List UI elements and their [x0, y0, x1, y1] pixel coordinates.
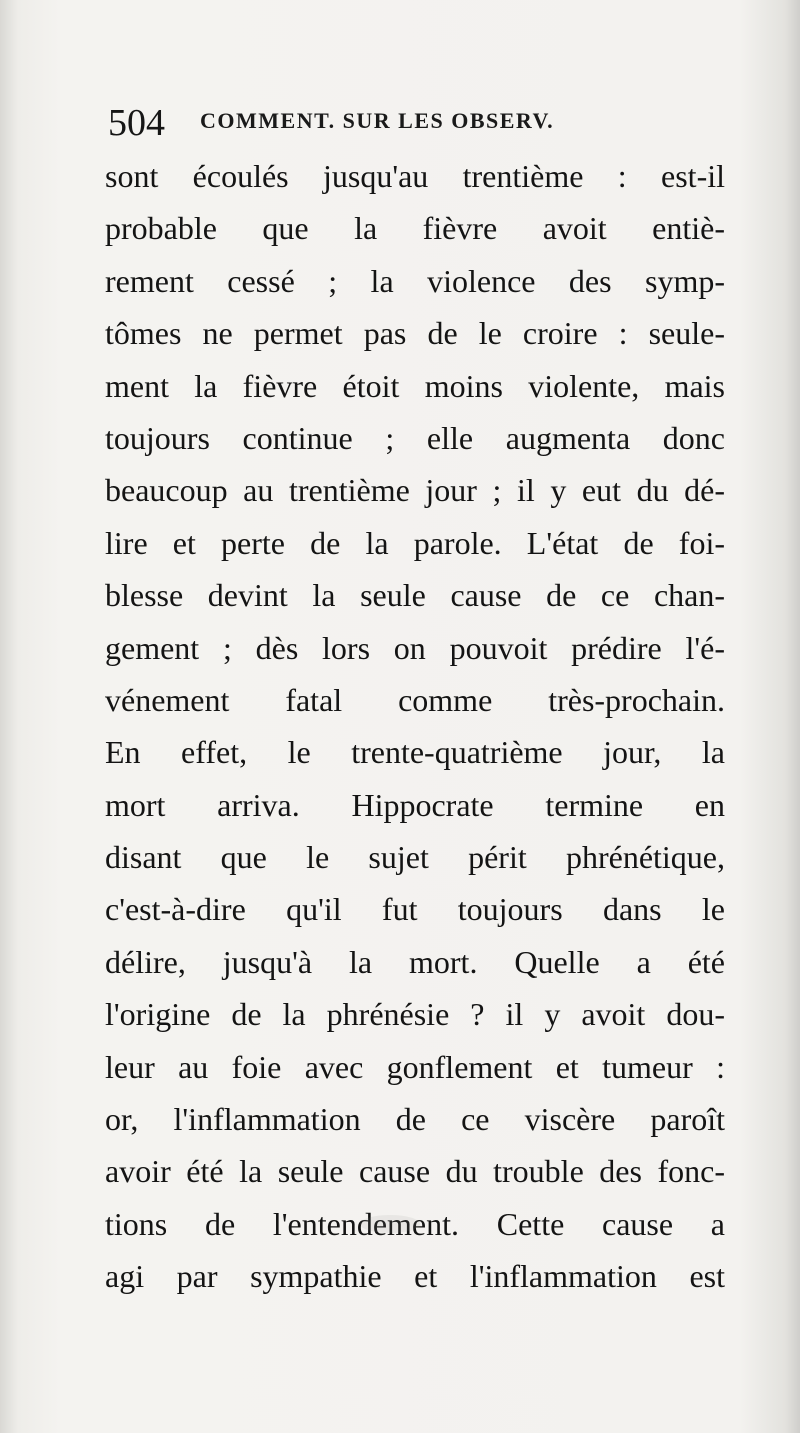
text-line: mort arriva. Hippocrate termine en [105, 786, 725, 823]
text-line: disant que le sujet périt phrénétique, [105, 839, 725, 876]
text-line: En effet, le trente-quatrième jour, la [105, 734, 725, 771]
text-line: avoir été la seule cause du trouble des fonc- [105, 1153, 725, 1190]
text-line: beaucoup au trentième jour ; il y eut du dé- [105, 472, 725, 509]
text-line: or, l'inflammation de ce viscère paroît [105, 1101, 725, 1138]
text-line: tions de l'entendement. Cette cause a [105, 1205, 725, 1242]
paper-smudge [360, 1215, 420, 1233]
text-line: vénement fatal comme très-prochain. [105, 681, 725, 718]
running-head: COMMENT. SUR LES OBSERV. [200, 108, 555, 133]
text-line: lire et perte de la parole. L'état de foi- [105, 524, 725, 561]
text-line: c'est-à-dire qu'il fut toujours dans le [105, 891, 725, 928]
text-line: sont écoulés jusqu'au trentième : est-il [105, 158, 725, 194]
text-line: l'origine de la phrénésie ? il y avoit dou- [105, 996, 725, 1033]
text-line: délire, jusqu'à la mort. Quelle a été [105, 943, 725, 980]
text-line: ment la fièvre étoit moins violente, mais [105, 367, 725, 404]
body-text [105, 150, 725, 1303]
text-line: blesse devint la seule cause de ce chan- [105, 577, 725, 614]
text-line: agi par sympathie et l'inflammation est [105, 1258, 725, 1295]
text-line: rement cessé ; la violence des symp- [105, 262, 725, 299]
text-line: gement ; dès lors on pouvoit prédire l'é- [105, 629, 725, 666]
page-header [108, 98, 728, 148]
text-line: leur au foie avec gonflement et tumeur : [105, 1048, 725, 1085]
text-line: toujours continue ; elle augmenta donc [105, 419, 725, 456]
text-line: tômes ne permet pas de le croire : seule- [105, 315, 725, 352]
text-line: probable que la fièvre avoit entiè- [105, 210, 725, 247]
page-number: 504 [108, 102, 165, 144]
